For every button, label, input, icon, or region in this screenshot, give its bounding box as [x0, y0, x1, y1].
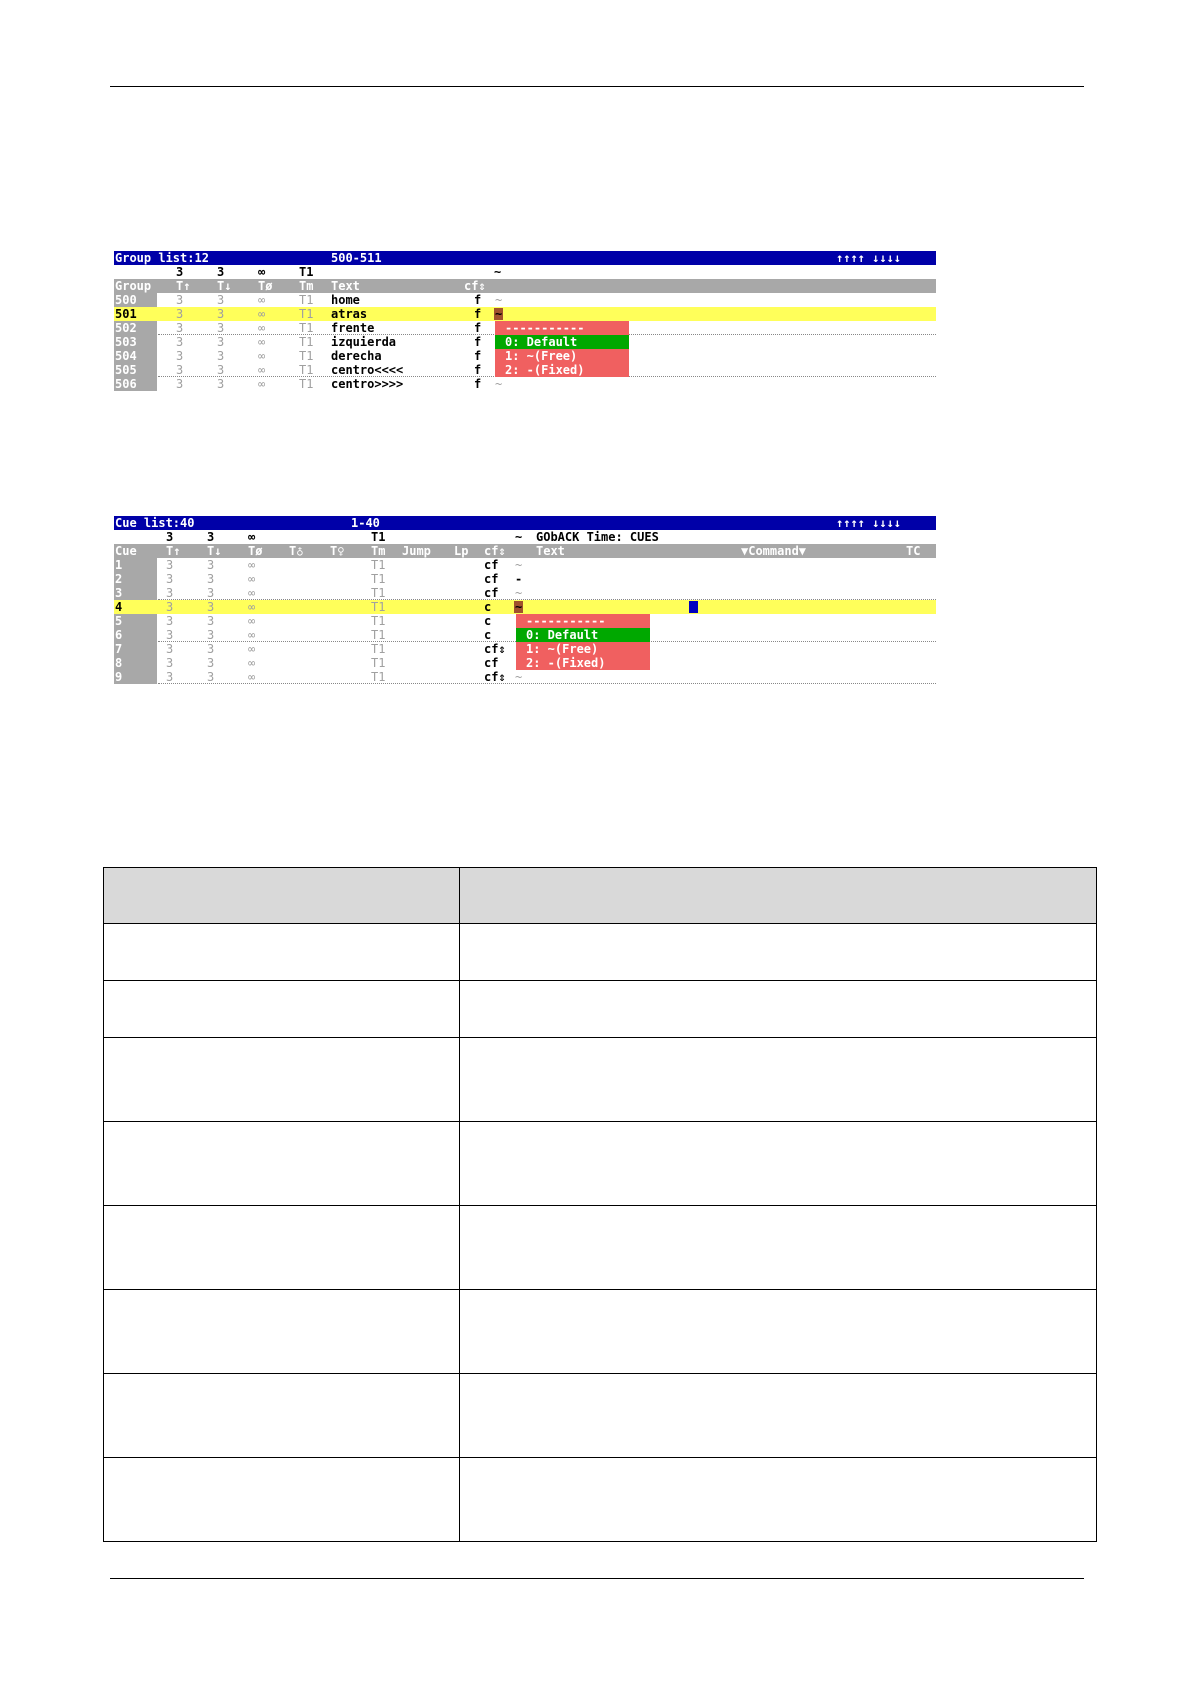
group-list-range: 500-511 [331, 251, 382, 265]
group-list-defaults-row [114, 265, 936, 279]
default-t-down[interactable]: 3 [217, 265, 225, 279]
cell-cf[interactable]: cf⇕ [484, 670, 506, 684]
table-cell [459, 924, 1096, 981]
group-number[interactable]: 505 [114, 363, 157, 377]
table-row [104, 1290, 1097, 1374]
cell-t-down[interactable]: 3 [217, 377, 225, 391]
cell-t-down[interactable]: 3 [217, 349, 225, 363]
group-list-title-bar [114, 251, 936, 265]
cell-t-up[interactable]: 3 [166, 600, 174, 614]
cell-t-down[interactable]: 3 [207, 656, 215, 670]
table-cell [104, 1458, 460, 1542]
cell-t-down[interactable]: 3 [207, 614, 215, 628]
col-cue-text: Text [536, 544, 565, 558]
table-row [104, 1038, 1097, 1122]
cell-t-down[interactable]: 3 [217, 307, 225, 321]
table-cell [459, 1290, 1096, 1374]
popup-option-default[interactable]: 0: Default [495, 335, 629, 349]
text-cursor [689, 601, 698, 613]
cell-tm[interactable]: T1 [371, 572, 386, 586]
cue-list-screen [114, 516, 936, 684]
col-t-wait: Tø [258, 279, 273, 293]
cell-tm[interactable]: T1 [371, 670, 386, 684]
cell-t-up[interactable]: 3 [166, 558, 174, 572]
cell-tm[interactable]: T1 [371, 614, 386, 628]
table-cell [459, 868, 1096, 924]
table-header-row [104, 868, 1097, 924]
cue-number[interactable]: 5 [114, 614, 157, 628]
default-cf[interactable]: ~ [494, 265, 502, 279]
col-cue-t-up: T↑ [166, 544, 181, 558]
cell-t-down[interactable]: 3 [207, 600, 215, 614]
row-dots [158, 670, 936, 684]
cue-row[interactable] [114, 572, 936, 586]
table-cell [104, 868, 460, 924]
col-tc: TC [906, 544, 921, 558]
cue-number[interactable]: 8 [114, 656, 157, 670]
cell-t-up[interactable]: 3 [176, 349, 184, 363]
cell-cf[interactable]: f [474, 335, 482, 349]
popup-option-free[interactable]: 1: ~(Free) [495, 349, 629, 363]
cell-cf[interactable]: f [474, 307, 482, 321]
cell-t-wait[interactable]: ∞ [248, 656, 256, 670]
cell-t-wait[interactable]: ∞ [248, 572, 256, 586]
cell-t-down[interactable]: 3 [207, 572, 215, 586]
table-cell [104, 1122, 460, 1206]
description-table [103, 867, 1097, 1542]
cell-extra[interactable]: ~ [515, 600, 523, 614]
cell-extra[interactable]: ~ [515, 670, 523, 684]
cell-cf[interactable]: f [474, 349, 482, 363]
cell-t-up[interactable]: 3 [166, 586, 174, 600]
group-number[interactable]: 502 [114, 321, 157, 335]
cell-t-wait[interactable]: ∞ [248, 628, 256, 642]
cell-tm[interactable]: T1 [299, 335, 314, 349]
col-cue-cf: cf⇕ [484, 544, 506, 558]
cell-t-wait[interactable]: ∞ [248, 642, 256, 656]
default-t-wait[interactable]: ∞ [258, 265, 266, 279]
cell-cf[interactable]: c [484, 614, 492, 628]
group-list-header-row [114, 279, 936, 293]
col-cf: cf⇕ [464, 279, 486, 293]
footer-rule [110, 1578, 1084, 1579]
group-list-screen [114, 251, 936, 391]
group-number[interactable]: 500 [114, 293, 157, 307]
cue-default-tm[interactable]: T1 [371, 530, 386, 544]
cell-cf[interactable]: cf [484, 586, 499, 600]
cell-t-up[interactable]: 3 [176, 293, 184, 307]
cell-t-wait[interactable]: ∞ [248, 600, 256, 614]
group-list-arrows: ↑↑↑↑ ↓↓↓↓ [836, 251, 902, 265]
col-cue-t-wait: Tø [248, 544, 263, 558]
cell-cf[interactable]: f [474, 377, 482, 391]
cue-number[interactable]: 2 [114, 572, 157, 586]
cue-default-cf[interactable]: ~ [515, 530, 523, 544]
table-row [104, 1122, 1097, 1206]
cue-number[interactable]: 1 [114, 558, 157, 572]
cell-cf[interactable]: cf [484, 558, 499, 572]
cue-row[interactable] [114, 670, 936, 684]
cell-text[interactable]: centro<<<< [331, 363, 404, 377]
group-number[interactable]: 504 [114, 349, 157, 363]
header-rule [110, 86, 1084, 87]
cell-cf[interactable]: c [484, 600, 492, 614]
cue-number[interactable]: 9 [114, 670, 157, 684]
col-group: Group [115, 279, 152, 293]
cue-list-defaults-row [114, 530, 936, 544]
table-cell [104, 1206, 460, 1290]
cell-cf[interactable]: f [474, 363, 482, 377]
table-row [104, 924, 1097, 981]
table-row [104, 981, 1097, 1038]
cue-list-arrows: ↑↑↑↑ ↓↓↓↓ [836, 516, 902, 530]
cell-tm[interactable]: T1 [371, 586, 386, 600]
cell-t-down[interactable]: 3 [207, 558, 215, 572]
cue-list-title-bar [114, 516, 936, 530]
table-cell [459, 1122, 1096, 1206]
col-cue-t-down: T↓ [207, 544, 222, 558]
cell-tm[interactable]: T1 [299, 363, 314, 377]
col-cue-t-b: T♀ [330, 544, 345, 558]
cell-t-up[interactable]: 3 [176, 377, 184, 391]
cell-cf[interactable]: cf [484, 656, 499, 670]
cue-number[interactable]: 4 [114, 600, 157, 614]
group-number[interactable]: 503 [114, 335, 157, 349]
cell-tm[interactable]: T1 [371, 656, 386, 670]
cell-text[interactable]: derecha [331, 349, 382, 363]
cell-text[interactable]: home [331, 293, 360, 307]
cell-t-down[interactable]: 3 [217, 363, 225, 377]
cell-t-wait[interactable]: ∞ [248, 586, 256, 600]
cell-tm[interactable]: T1 [299, 307, 314, 321]
col-cue: Cue [115, 544, 137, 558]
table-cell [104, 924, 460, 981]
cue-popup-separator: ----------- [516, 614, 650, 628]
col-lp: Lp [454, 544, 469, 558]
cue-cf-popup [516, 614, 650, 670]
cell-t-up[interactable]: 3 [166, 572, 174, 586]
cell-tm[interactable]: T1 [299, 321, 314, 335]
col-jump: Jump [402, 544, 431, 558]
default-tm[interactable]: T1 [299, 265, 314, 279]
cell-t-wait[interactable]: ∞ [258, 293, 266, 307]
cell-text[interactable]: frente [331, 321, 375, 335]
table-cell [459, 1038, 1096, 1122]
cue-list-range: 1-40 [351, 516, 380, 530]
cell-t-up[interactable]: 3 [176, 363, 184, 377]
group-row[interactable] [114, 377, 936, 391]
cell-t-up[interactable]: 3 [166, 670, 174, 684]
goback-time[interactable]: GObACK Time: CUES [536, 530, 659, 544]
cue-default-t-up[interactable]: 3 [166, 530, 174, 544]
cue-list-header-row [114, 544, 936, 558]
cell-t-down[interactable]: 3 [207, 628, 215, 642]
cell-t-up[interactable]: 3 [176, 335, 184, 349]
default-t-up[interactable]: 3 [176, 265, 184, 279]
cue-popup-option-fixed[interactable]: 2: -(Fixed) [516, 656, 650, 670]
group-row[interactable] [114, 307, 936, 321]
group-list-title: Group list:12 [115, 251, 209, 265]
cue-popup-option-free[interactable]: 1: ~(Free) [516, 642, 650, 656]
cell-t-down[interactable]: 3 [207, 586, 215, 600]
cell-tm[interactable]: T1 [371, 600, 386, 614]
cue-row[interactable] [114, 600, 936, 614]
cell-t-wait[interactable]: ∞ [258, 349, 266, 363]
table-cell [459, 1374, 1096, 1458]
col-t-up: T↑ [176, 279, 191, 293]
cell-extra[interactable]: ~ [515, 586, 523, 600]
cell-t-wait[interactable]: ∞ [248, 614, 256, 628]
cell-extra[interactable]: ~ [495, 377, 503, 391]
cell-t-wait[interactable]: ∞ [258, 377, 266, 391]
cell-t-up[interactable]: 3 [176, 307, 184, 321]
cell-extra[interactable]: ~ [515, 558, 523, 572]
cell-cf[interactable]: cf⇕ [484, 642, 506, 656]
table-row [104, 1458, 1097, 1542]
cell-t-wait[interactable]: ∞ [248, 670, 256, 684]
table-cell [459, 1458, 1096, 1542]
col-tm: Tm [299, 279, 314, 293]
cell-t-wait[interactable]: ∞ [258, 363, 266, 377]
cell-t-up[interactable]: 3 [166, 628, 174, 642]
cell-t-down[interactable]: 3 [217, 335, 225, 349]
cell-extra[interactable]: ~ [495, 307, 503, 321]
cue-row[interactable] [114, 558, 936, 572]
cell-extra[interactable]: ~ [495, 293, 503, 307]
table-cell [459, 981, 1096, 1038]
cue-list-title: Cue list:40 [115, 516, 195, 530]
row-dots [158, 586, 936, 600]
table-row [104, 1374, 1097, 1458]
cell-text[interactable]: centro>>>> [331, 377, 404, 391]
popup-separator: ----------- [495, 321, 629, 335]
group-number[interactable]: 501 [114, 307, 157, 321]
col-text: Text [331, 279, 360, 293]
table-cell [104, 1374, 460, 1458]
cell-tm[interactable]: T1 [371, 628, 386, 642]
group-row[interactable] [114, 293, 936, 307]
col-t-down: T↓ [217, 279, 232, 293]
cue-row[interactable] [114, 586, 936, 600]
popup-option-fixed[interactable]: 2: -(Fixed) [495, 363, 629, 377]
cell-text[interactable]: atras [331, 307, 368, 321]
cue-number[interactable]: 3 [114, 586, 157, 600]
cell-text[interactable]: izquierda [331, 335, 397, 349]
cell-tm[interactable]: T1 [299, 349, 314, 363]
group-number[interactable]: 506 [114, 377, 157, 391]
cell-tm[interactable]: T1 [371, 558, 386, 572]
cell-t-wait[interactable]: ∞ [258, 321, 266, 335]
group-cf-popup [495, 321, 629, 377]
cell-t-wait[interactable]: ∞ [258, 335, 266, 349]
cell-t-up[interactable]: 3 [176, 321, 184, 335]
table-cell [104, 1290, 460, 1374]
cell-extra[interactable]: - [515, 572, 523, 586]
cell-t-wait[interactable]: ∞ [248, 558, 256, 572]
cue-popup-option-default[interactable]: 0: Default [516, 628, 650, 642]
cell-cf[interactable]: cf [484, 572, 499, 586]
table-cell [459, 1206, 1096, 1290]
cell-cf[interactable]: f [474, 293, 482, 307]
cell-cf[interactable]: f [474, 321, 482, 335]
cell-t-down[interactable]: 3 [207, 670, 215, 684]
cell-tm[interactable]: T1 [371, 642, 386, 656]
cell-t-up[interactable]: 3 [166, 656, 174, 670]
table-cell [104, 1038, 460, 1122]
cell-t-up[interactable]: 3 [166, 642, 174, 656]
col-cue-tm: Tm [371, 544, 386, 558]
col-command: ▼Command▼ [741, 544, 807, 558]
cell-tm[interactable]: T1 [299, 377, 314, 391]
cell-t-up[interactable]: 3 [166, 614, 174, 628]
cue-default-t-wait[interactable]: ∞ [248, 530, 256, 544]
table-cell [104, 981, 460, 1038]
cell-t-down[interactable]: 3 [217, 293, 225, 307]
cell-t-wait[interactable]: ∞ [258, 307, 266, 321]
cell-tm[interactable]: T1 [299, 293, 314, 307]
cell-cf[interactable]: c [484, 628, 492, 642]
col-cue-t-a: T♁ [289, 544, 304, 558]
cue-number[interactable]: 7 [114, 642, 157, 656]
cue-number[interactable]: 6 [114, 628, 157, 642]
table-row [104, 1206, 1097, 1290]
cell-t-down[interactable]: 3 [207, 642, 215, 656]
cell-t-down[interactable]: 3 [217, 321, 225, 335]
cue-default-t-down[interactable]: 3 [207, 530, 215, 544]
